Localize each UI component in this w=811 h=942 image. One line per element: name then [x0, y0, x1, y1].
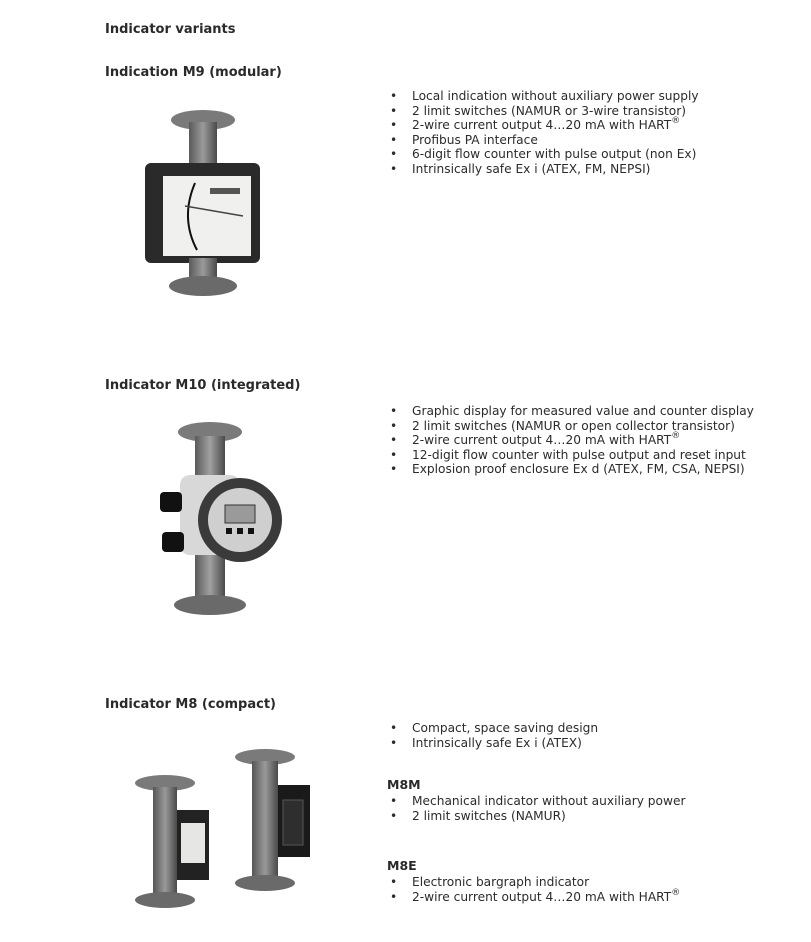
m8m-subtitle: M8M — [387, 777, 421, 792]
list-item: • 2-wire current output 4…20 mA with HART® — [386, 433, 811, 448]
list-item: • Compact, space saving design — [386, 721, 811, 736]
list-item: • Explosion proof enclosure Ex d (ATEX, FM, CSA, NEPSI) — [386, 462, 792, 477]
list-item: • Graphic display for measured value and counter display — [386, 404, 792, 419]
list-item: • 6-digit flow counter with pulse output (non Ex) — [386, 147, 811, 162]
section-m10-bullets — [386, 404, 811, 477]
section-m10-title: Indicator M10 (integrated) — [105, 378, 301, 393]
m8e-bullets — [386, 875, 811, 904]
m8m-bullets — [386, 794, 811, 823]
list-item: • Mechanical indicator without auxiliary power — [386, 794, 811, 809]
list-item: • 2-wire current output 4…20 mA with HART® — [386, 890, 811, 905]
section-m9-bullets — [386, 89, 811, 176]
section-m8-title: Indicator M8 (compact) — [105, 697, 276, 712]
section-m9-title: Indication M9 (modular) — [105, 65, 282, 80]
list-item: • 2 limit switches (NAMUR or 3-wire transistor) — [386, 104, 811, 119]
section-m8-bullets — [386, 721, 811, 750]
list-item: • 2-wire current output 4…20 mA with HART® — [386, 118, 811, 133]
list-item: • 2 limit switches (NAMUR) — [386, 809, 811, 824]
list-item: • Electronic bargraph indicator — [386, 875, 811, 890]
page-title: Indicator variants — [105, 22, 236, 37]
list-item: • 12-digit flow counter with pulse output and reset input — [386, 448, 811, 463]
list-item: • Profibus PA interface — [386, 133, 811, 148]
m8e-subtitle: M8E — [387, 858, 417, 873]
list-item: • Local indication without auxiliary power supply — [386, 89, 811, 104]
list-item: • Intrinsically safe Ex i (ATEX) — [386, 736, 811, 751]
m8-indicator-image — [115, 745, 315, 915]
m9-indicator-image — [125, 108, 275, 308]
list-item: • Intrinsically safe Ex i (ATEX, FM, NEPSI) — [386, 162, 811, 177]
list-item: • 2 limit switches (NAMUR or open collector transistor) — [386, 419, 811, 434]
m10-indicator-image — [150, 420, 290, 620]
